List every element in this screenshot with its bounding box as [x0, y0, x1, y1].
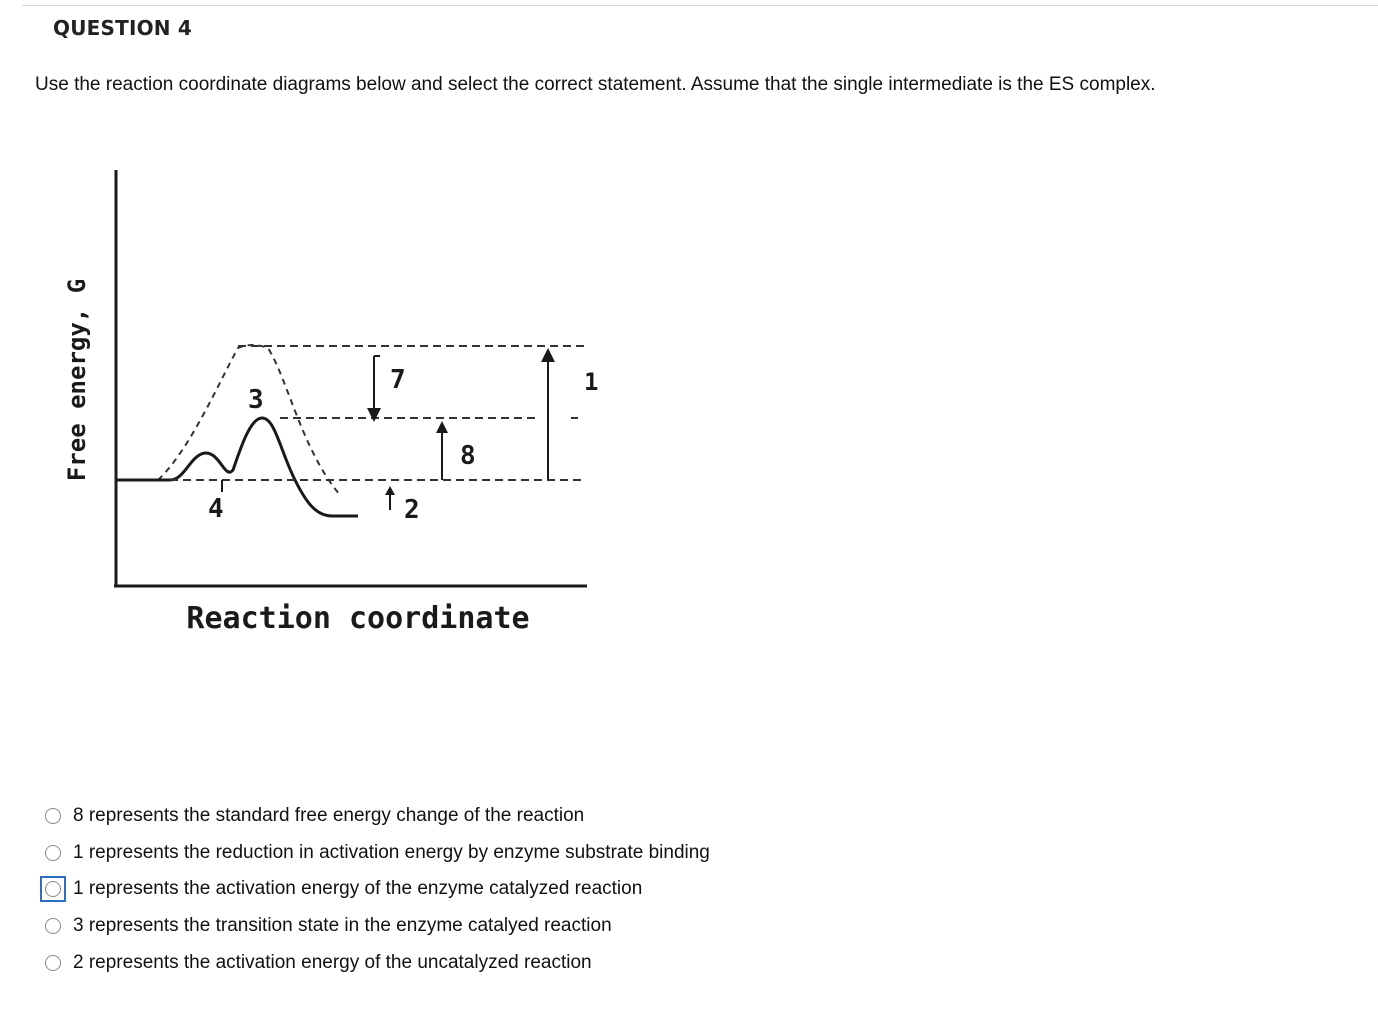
radio-button[interactable] — [45, 918, 61, 934]
answer-option-label[interactable]: 8 represents the standard free energy change of the reaction — [73, 805, 585, 827]
arrow-8-head — [436, 421, 448, 433]
y-axis-label: Free energy, G — [63, 278, 91, 482]
question-title: QUESTION 4 — [53, 16, 193, 40]
catalyzed-curve — [116, 418, 358, 516]
arrow-2-head — [385, 486, 395, 495]
answer-option-label[interactable]: 2 represents the activation energy of the uncatalyzed reaction — [73, 951, 592, 973]
uncatalyzed-curve — [158, 345, 340, 495]
radio-button[interactable] — [45, 881, 61, 897]
radio-wrapper[interactable] — [40, 840, 66, 866]
arrow-1-head — [541, 348, 555, 362]
answer-options — [40, 798, 710, 981]
answer-option-label[interactable]: 1 represents the activation energy of the enzyme catalyzed reaction — [73, 878, 643, 900]
answer-option-label[interactable]: 3 represents the transition state in the enzyme catalyed reaction — [73, 915, 612, 937]
top-divider — [22, 5, 1378, 6]
radio-wrapper-focused[interactable] — [40, 876, 66, 902]
marker-4: 4 — [208, 494, 224, 524]
reaction-coordinate-diagram — [40, 150, 620, 670]
arrow-7-head — [367, 408, 381, 422]
radio-wrapper[interactable] — [40, 950, 66, 976]
x-axis-label: Reaction coordinate — [186, 601, 530, 636]
radio-button[interactable] — [45, 955, 61, 971]
question-prompt: Use the reaction coordinate diagrams below and select the correct statement. Assume that the single intermediate is the ES complex. — [35, 74, 1156, 95]
marker-7: 7 — [390, 365, 406, 395]
radio-button[interactable] — [45, 845, 61, 861]
marker-8: 8 — [460, 441, 476, 471]
marker-3: 3 — [248, 385, 264, 415]
answer-option-label[interactable]: 1 represents the reduction in activation energy by enzyme substrate binding — [73, 841, 710, 863]
radio-button[interactable] — [45, 808, 61, 824]
answer-option[interactable] — [40, 798, 710, 835]
answer-option[interactable] — [40, 871, 710, 908]
radio-wrapper[interactable] — [40, 803, 66, 829]
marker-2: 2 — [404, 495, 420, 525]
answer-option[interactable] — [40, 944, 710, 981]
radio-wrapper[interactable] — [40, 913, 66, 939]
answer-option[interactable] — [40, 908, 710, 945]
marker-1: 1 — [584, 368, 599, 396]
answer-option[interactable] — [40, 835, 710, 872]
